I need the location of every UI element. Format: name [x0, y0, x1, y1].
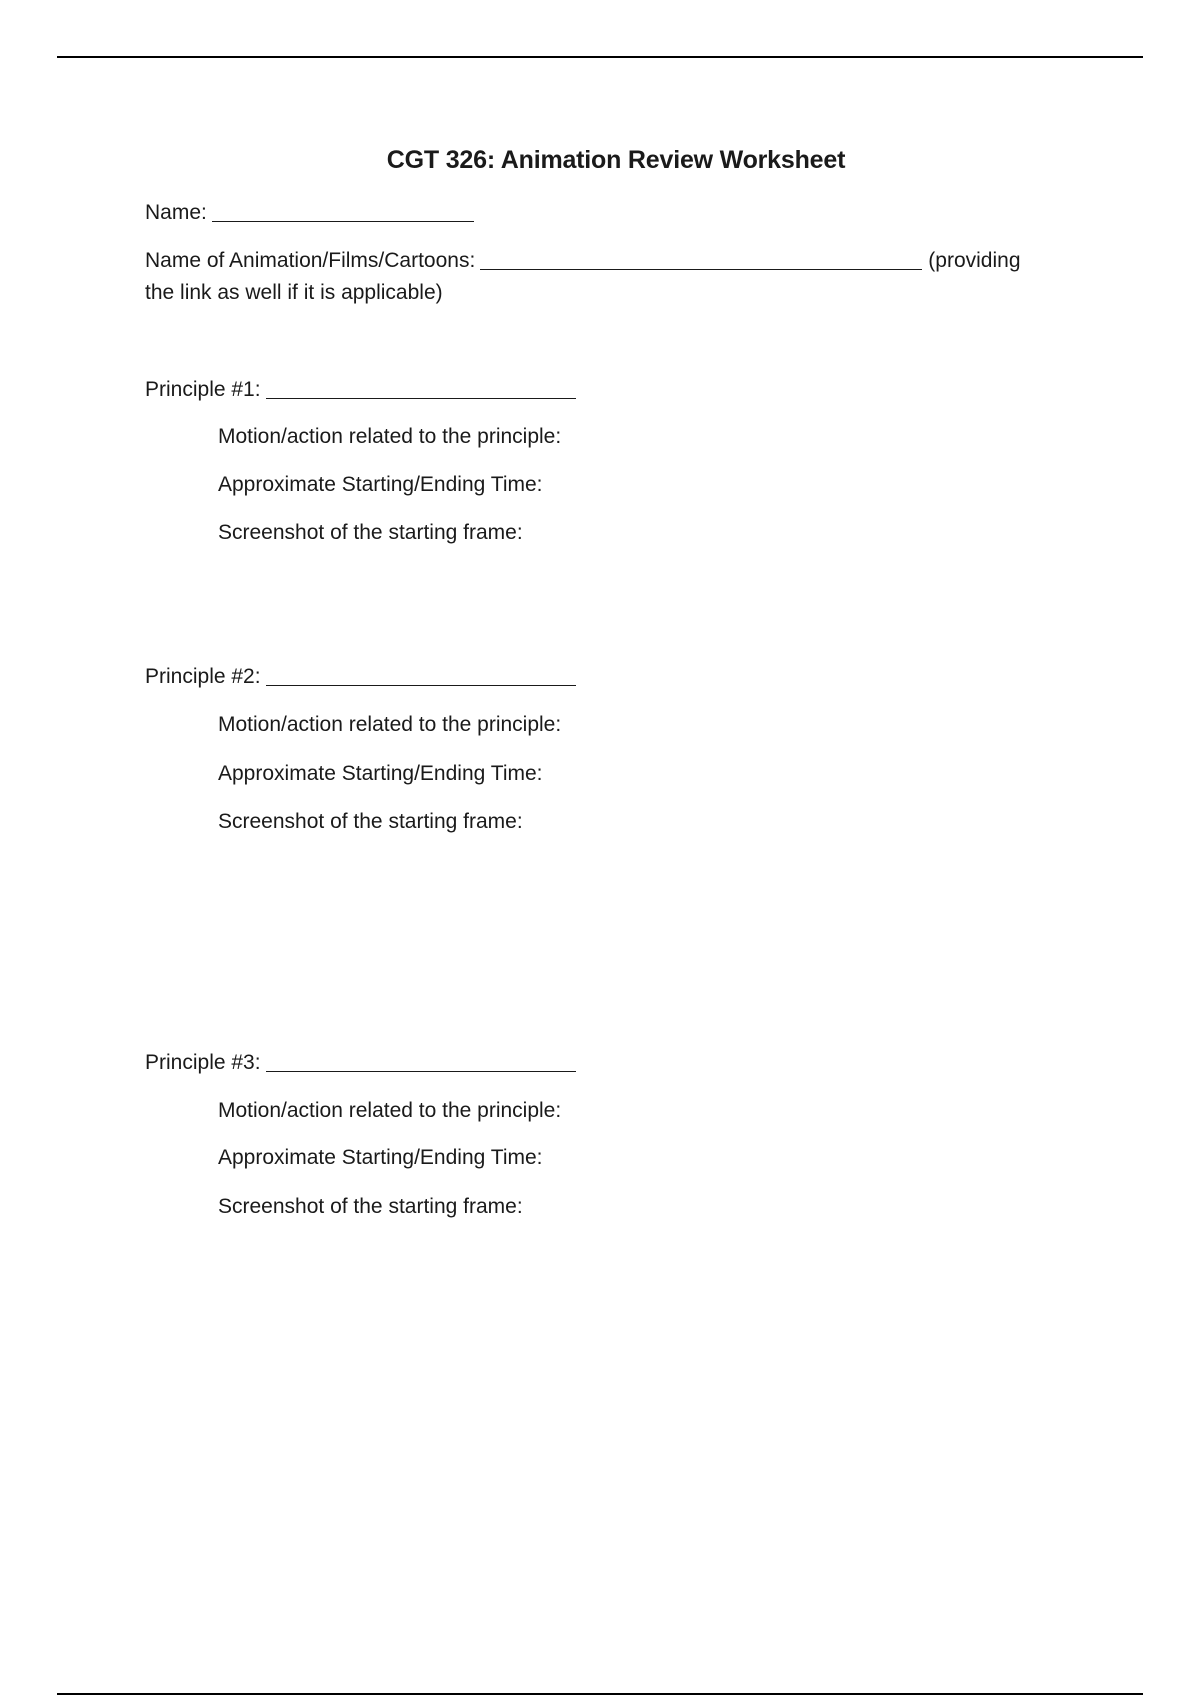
footer-rule: [57, 1693, 1143, 1695]
screenshot-label: Screenshot of the starting frame:: [218, 1195, 523, 1218]
animation-label: Name of Animation/Films/Cartoons:: [145, 249, 476, 272]
screenshot-label: Screenshot of the starting frame:: [218, 521, 523, 544]
animation-suffix: (providing: [928, 249, 1021, 272]
time-label: Approximate Starting/Ending Time:: [218, 762, 543, 785]
animation-blank[interactable]: [480, 249, 922, 270]
motion-label: Motion/action related to the principle:: [218, 1099, 562, 1122]
time-label: Approximate Starting/Ending Time:: [218, 473, 543, 496]
time-label: Approximate Starting/Ending Time:: [218, 1146, 543, 1169]
screenshot-label: Screenshot of the starting frame:: [218, 810, 523, 833]
principle-label: Principle #2:: [145, 665, 261, 688]
principle-blank[interactable]: [266, 378, 576, 399]
page-title: CGT 326: Animation Review Worksheet: [386, 146, 846, 174]
principle-1-row: [145, 376, 576, 404]
principle-label: Principle #3:: [145, 1051, 261, 1074]
principle-2-row: [145, 663, 576, 691]
header-rule: [57, 56, 1143, 58]
principle-3-row: [145, 1049, 576, 1077]
principle-blank[interactable]: [266, 1051, 576, 1072]
name-blank[interactable]: [212, 201, 474, 222]
principle-blank[interactable]: [266, 665, 576, 686]
motion-label: Motion/action related to the principle:: [218, 425, 562, 448]
animation-note: the link as well if it is applicable): [145, 281, 443, 304]
name-label: Name:: [145, 201, 207, 224]
motion-label: Motion/action related to the principle:: [218, 713, 562, 736]
name-row: [145, 199, 474, 227]
animation-row: [145, 247, 1021, 275]
principle-label: Principle #1:: [145, 378, 261, 401]
